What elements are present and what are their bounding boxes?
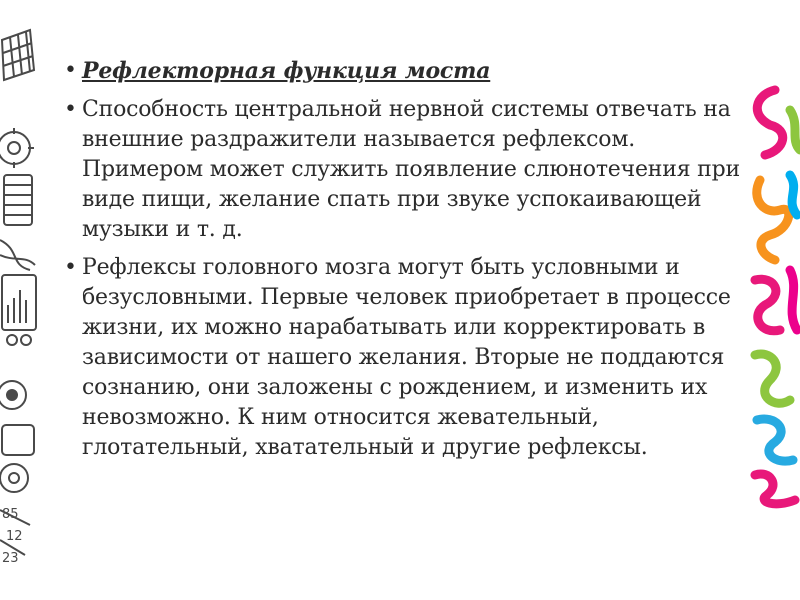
brain-lobe xyxy=(755,354,790,403)
brain-lobe xyxy=(757,419,793,461)
gear-icon xyxy=(0,132,30,164)
brain-lobe xyxy=(790,110,800,150)
coil-icon xyxy=(4,175,32,225)
gear-icon-2 xyxy=(0,464,28,492)
paragraph: • Рефлексы головного мозга могут быть условными и безусловными. Первые человек приобретает в процессе жизни, их можно нарабатывать или корректировать в зависимости от нашего желания. Вторые не поддаются сознанию, они заложены с рождением, и изменить их невозможно. К ним относится жевательный, глотательный, хватательный и другие рефлексы. xyxy=(62,253,752,463)
paragraph: • Способность центральной нервной системы отвечать на внешние раздражители называется рефлексом. Примером может служить появление слюнотечения при виде пищи, желание спать при звуке успокаивающей музыки и т. д. xyxy=(62,95,752,245)
slide-title xyxy=(62,56,752,87)
slide-title-text: Рефлекторная функция моста xyxy=(82,58,491,84)
brain-lobe xyxy=(755,474,795,504)
brain-lobe xyxy=(757,180,789,260)
grid-icon xyxy=(2,30,34,80)
brain-lobe xyxy=(790,270,797,330)
brain-lobe xyxy=(755,279,780,331)
decor-number: 85 xyxy=(2,507,19,522)
decor-number: 12 xyxy=(6,529,23,544)
left-doodle-decoration xyxy=(0,0,60,600)
brain-lobe xyxy=(790,175,797,215)
brain-lobe xyxy=(757,90,782,155)
colorful-brain-decoration xyxy=(745,80,800,510)
decor-number: 23 xyxy=(2,551,19,566)
slide-content xyxy=(62,56,752,471)
